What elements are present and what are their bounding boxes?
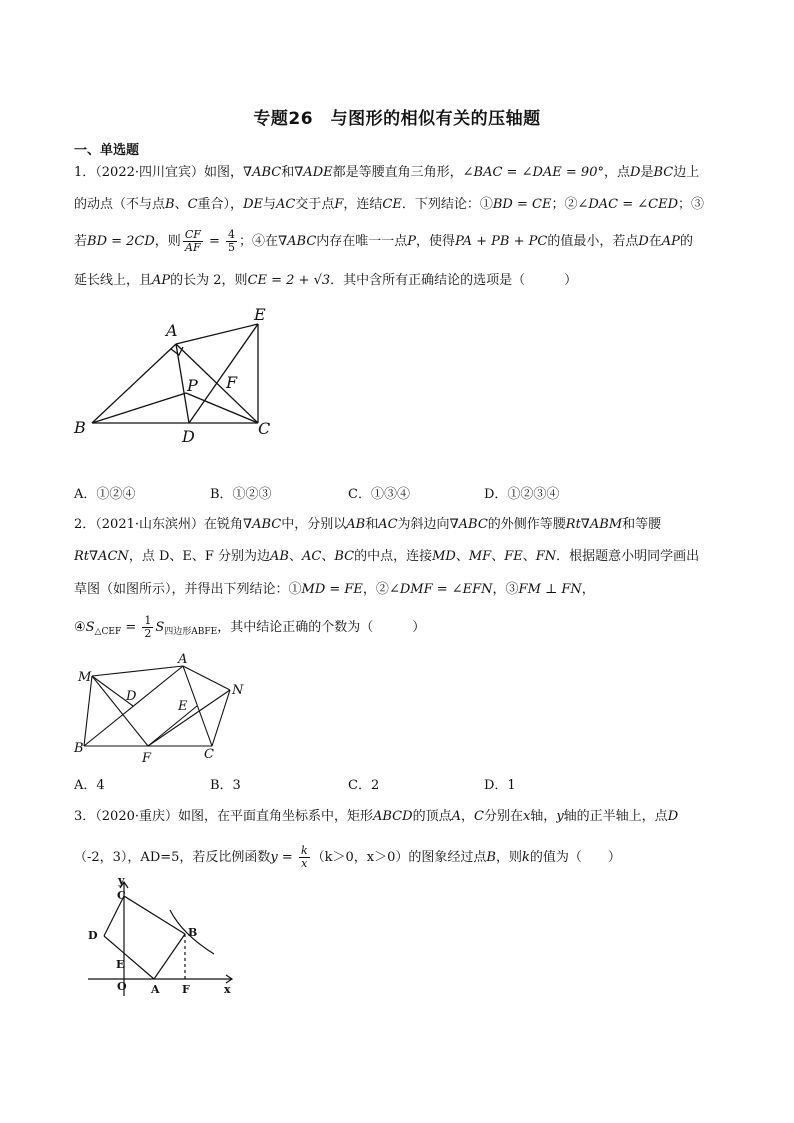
math: BD = CE bbox=[492, 197, 552, 212]
math: AB bbox=[270, 549, 289, 564]
q2-line-1 bbox=[74, 515, 754, 535]
math: ∠BAC = ∠DAE = 90° bbox=[462, 165, 604, 180]
math: ∇ABC bbox=[278, 234, 317, 249]
label-E: E bbox=[254, 305, 266, 324]
text: 延长线上，且 bbox=[74, 273, 153, 288]
q2-figure bbox=[70, 652, 260, 770]
math: CE bbox=[382, 197, 402, 212]
label-A: A bbox=[151, 983, 160, 996]
label-F: F bbox=[182, 983, 190, 996]
math: A bbox=[451, 809, 461, 824]
text: 1．（2022·四川宜宾）如图， bbox=[74, 165, 243, 180]
text: 的值为（ ） bbox=[529, 850, 621, 865]
math: ∇ABC bbox=[243, 165, 282, 180]
text: 、 bbox=[174, 197, 188, 212]
label-D: D bbox=[126, 689, 137, 704]
text: ，② bbox=[362, 582, 389, 597]
math: C bbox=[473, 809, 484, 824]
text: （k＞0，x＞0）的图象经过点 bbox=[311, 850, 487, 865]
text: 草图（如图所示），并得出下列结论：① bbox=[74, 582, 302, 597]
subscript: 四边形ABFE bbox=[164, 627, 218, 637]
math: D bbox=[638, 234, 649, 249]
q2-line-2 bbox=[74, 547, 754, 567]
line-BA bbox=[84, 666, 183, 746]
option-c[interactable]: C．①③④ bbox=[348, 487, 410, 502]
line-MB bbox=[84, 676, 92, 746]
line-NC bbox=[212, 690, 230, 746]
text: ， bbox=[460, 809, 474, 824]
math: D bbox=[667, 809, 679, 824]
line-BP bbox=[92, 393, 186, 423]
text: = bbox=[121, 620, 141, 635]
text: 和 bbox=[365, 517, 379, 532]
option-a[interactable]: A．4 bbox=[74, 778, 105, 793]
text: ；③ bbox=[678, 197, 705, 212]
label-F: F bbox=[142, 751, 152, 766]
text: 、 bbox=[321, 549, 335, 564]
line-MA bbox=[92, 666, 183, 676]
math: S bbox=[155, 620, 165, 635]
q2-line-4 bbox=[74, 615, 754, 642]
option-b[interactable]: B．3 bbox=[210, 778, 241, 793]
line-FN bbox=[148, 690, 230, 746]
text: 的长为 2，则 bbox=[170, 273, 248, 288]
label-D: D bbox=[88, 929, 98, 942]
numerator: 1 bbox=[144, 614, 152, 627]
math: ∇ADE bbox=[294, 165, 333, 180]
math: y = bbox=[270, 850, 297, 865]
text: 、 bbox=[288, 549, 302, 564]
label-y: y bbox=[118, 874, 125, 887]
text: ， bbox=[581, 582, 595, 597]
option-c[interactable]: C．2 bbox=[348, 778, 380, 793]
math: C bbox=[187, 197, 198, 212]
math: B bbox=[486, 850, 496, 865]
label-F: F bbox=[226, 373, 238, 392]
fraction bbox=[142, 615, 153, 640]
q1-line-4 bbox=[74, 271, 754, 291]
option-d[interactable]: D．1 bbox=[484, 778, 516, 793]
q2-line-3 bbox=[74, 580, 754, 600]
q1-line-1 bbox=[74, 163, 754, 183]
math: FN bbox=[535, 549, 557, 564]
text: 的值最小，若点 bbox=[547, 234, 639, 249]
fraction bbox=[299, 845, 310, 870]
label-A: A bbox=[178, 652, 188, 667]
text: 的动点（不与点 bbox=[74, 197, 166, 212]
math: ABCD bbox=[373, 809, 413, 824]
text: 的中点，连接 bbox=[354, 549, 433, 564]
math: FE bbox=[504, 549, 523, 564]
text: 轴的正半轴上，点 bbox=[563, 809, 668, 824]
numerator: 4 bbox=[228, 228, 236, 241]
math: MD = FE bbox=[301, 582, 363, 597]
text: 交于点 bbox=[295, 197, 335, 212]
label-D: D bbox=[182, 427, 195, 446]
text: 与 bbox=[262, 197, 276, 212]
math: S bbox=[85, 620, 95, 635]
q3-figure bbox=[80, 872, 245, 1000]
math: BD = 2CD bbox=[87, 234, 155, 249]
line-MF bbox=[92, 676, 148, 746]
text: 中，分别以 bbox=[281, 517, 347, 532]
text: 内存在唯一一点 bbox=[316, 234, 408, 249]
math: Rt∇ACN bbox=[74, 549, 129, 564]
text: ．根据题意小明同学画出 bbox=[556, 549, 700, 564]
math: D bbox=[630, 165, 641, 180]
text: ，则 bbox=[154, 234, 181, 249]
text: 若 bbox=[74, 234, 88, 249]
text: 都是等腰直角三角形， bbox=[332, 165, 463, 180]
math: BC bbox=[334, 549, 355, 564]
line-FE bbox=[148, 706, 197, 746]
math: AP bbox=[152, 273, 171, 288]
option-b[interactable]: B．①②③ bbox=[210, 487, 272, 502]
math: AC bbox=[378, 517, 398, 532]
text: ，使得 bbox=[416, 234, 456, 249]
label-E: E bbox=[116, 958, 125, 971]
label-C: C bbox=[204, 747, 214, 762]
text: （-2，3），AD=5，若反比例函数 bbox=[74, 850, 271, 865]
math: ∇ABC bbox=[243, 517, 282, 532]
line-BA bbox=[154, 934, 185, 979]
label-N: N bbox=[232, 683, 244, 698]
math: x bbox=[522, 809, 531, 824]
label-B: B bbox=[74, 741, 84, 756]
math: k bbox=[521, 850, 530, 865]
text: 的外侧作等腰 bbox=[487, 517, 566, 532]
math: CE = 2 + √3 bbox=[247, 273, 331, 288]
fraction bbox=[226, 229, 237, 254]
denominator: AF bbox=[185, 241, 201, 254]
text: 的 bbox=[679, 234, 693, 249]
math: F bbox=[334, 197, 344, 212]
label-A: A bbox=[166, 321, 178, 340]
text: 的顶点 bbox=[412, 809, 452, 824]
math: ∠DMF = ∠EFN bbox=[388, 582, 493, 597]
q1-line-3 bbox=[74, 229, 754, 254]
label-P: P bbox=[187, 376, 198, 395]
label-C: C bbox=[117, 889, 126, 902]
text: 重合）， bbox=[197, 197, 244, 212]
label-B: B bbox=[188, 926, 198, 939]
numerator: CF bbox=[184, 228, 201, 241]
math: PA + PB + PC bbox=[455, 234, 548, 249]
math: AC bbox=[276, 197, 296, 212]
denominator: 5 bbox=[228, 241, 236, 254]
text: ，③ bbox=[492, 582, 519, 597]
label-B: B bbox=[74, 418, 86, 437]
text: = bbox=[204, 234, 225, 249]
denominator: 2 bbox=[144, 627, 152, 640]
text: 为斜边向 bbox=[397, 517, 450, 532]
text: 、 bbox=[491, 549, 505, 564]
label-C: C bbox=[258, 419, 271, 438]
text: ．其中含所有正确结论的选项是（ ） bbox=[330, 273, 578, 288]
text: ，其中结论正确的个数为（ ） bbox=[217, 620, 426, 635]
option-a[interactable]: A．①②④ bbox=[74, 487, 136, 502]
line-BA bbox=[92, 344, 176, 423]
text: ；④在 bbox=[239, 234, 279, 249]
math: AC bbox=[301, 549, 322, 564]
line-DC bbox=[104, 896, 124, 936]
text: ，点 bbox=[603, 165, 630, 180]
label-O: O bbox=[117, 980, 127, 993]
line-AD bbox=[104, 936, 154, 979]
math: Rt∇ABM bbox=[565, 517, 623, 532]
option-d[interactable]: D．①②③④ bbox=[484, 487, 560, 502]
text: ，则 bbox=[495, 850, 522, 865]
math: MF bbox=[468, 549, 492, 564]
numerator: k bbox=[300, 844, 308, 857]
section-heading: 一、单选题 bbox=[74, 143, 140, 158]
text: 边上 bbox=[673, 165, 700, 180]
q1-figure bbox=[70, 300, 290, 450]
page-title: 专题26 与图形的相似有关的压轴题 bbox=[253, 109, 541, 129]
math: P bbox=[407, 234, 417, 249]
text: ，连结 bbox=[343, 197, 383, 212]
denominator: x bbox=[301, 857, 308, 870]
text: ，点 D、E、F 分别为边 bbox=[128, 549, 271, 564]
q3-line-2 bbox=[74, 845, 754, 870]
math: AP bbox=[661, 234, 680, 249]
subscript: △CEF bbox=[94, 627, 122, 637]
label-x: x bbox=[224, 983, 231, 996]
text: ④ bbox=[74, 620, 86, 635]
math: ∠DAC = ∠CED bbox=[577, 197, 679, 212]
line-PC bbox=[186, 393, 258, 423]
text: 和 bbox=[281, 165, 295, 180]
q3-line-1 bbox=[74, 807, 754, 827]
math: FM ⊥ FN bbox=[518, 582, 582, 597]
q1-line-2 bbox=[74, 195, 754, 215]
math: BC bbox=[653, 165, 674, 180]
line-CB bbox=[124, 896, 185, 934]
label-M: M bbox=[78, 670, 92, 685]
text: 、 bbox=[522, 549, 536, 564]
label-E: E bbox=[178, 699, 188, 714]
math: B bbox=[165, 197, 175, 212]
math: MD bbox=[432, 549, 456, 564]
text: 2．（2021·山东滨州）在锐角 bbox=[74, 517, 243, 532]
text: 、 bbox=[455, 549, 469, 564]
text: ．下列结论：① bbox=[401, 197, 493, 212]
math: DE bbox=[243, 197, 263, 212]
math: AB bbox=[346, 517, 366, 532]
text: 3．（2020·重庆）如图，在平面直角坐标系中，矩形 bbox=[74, 809, 373, 824]
text: 在 bbox=[648, 234, 662, 249]
text: 和等腰 bbox=[622, 517, 662, 532]
math: y bbox=[556, 809, 564, 824]
text: 轴， bbox=[530, 809, 557, 824]
text: 是 bbox=[640, 165, 654, 180]
text: ；② bbox=[551, 197, 578, 212]
math: ∇ABC bbox=[449, 517, 488, 532]
fraction bbox=[183, 229, 203, 254]
text: 分别在 bbox=[483, 809, 523, 824]
